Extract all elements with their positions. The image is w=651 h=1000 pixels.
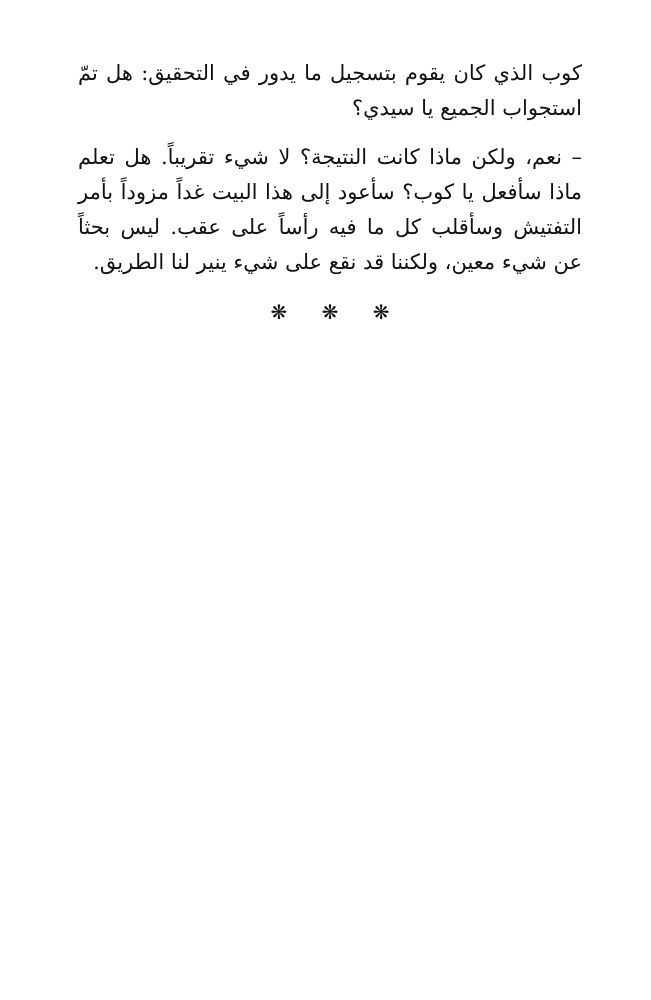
paragraph-question: كوب الذي كان يقوم بتسجيل ما يدور في التحقيق: هل تمّ استجواب الجميع يا سيدي؟ <box>78 61 582 120</box>
section-separator: ❋ ❋ ❋ <box>270 300 404 324</box>
paragraph-answer: – نعم، ولكن ماذا كانت النتيجة؟ لا شيء تقريباً. هل تعلم ماذا سأفعل يا كوب؟ سأعود إلى هذا البيت غداً مزوداً بأمر التفتيش وسأقلب كل ما فيه رأساً على عقب. ليس بحثاً عن شيء معين، ولكننا قد نقع على شيء ينير لنا الطريق. <box>78 145 582 274</box>
book-page <box>78 56 582 324</box>
